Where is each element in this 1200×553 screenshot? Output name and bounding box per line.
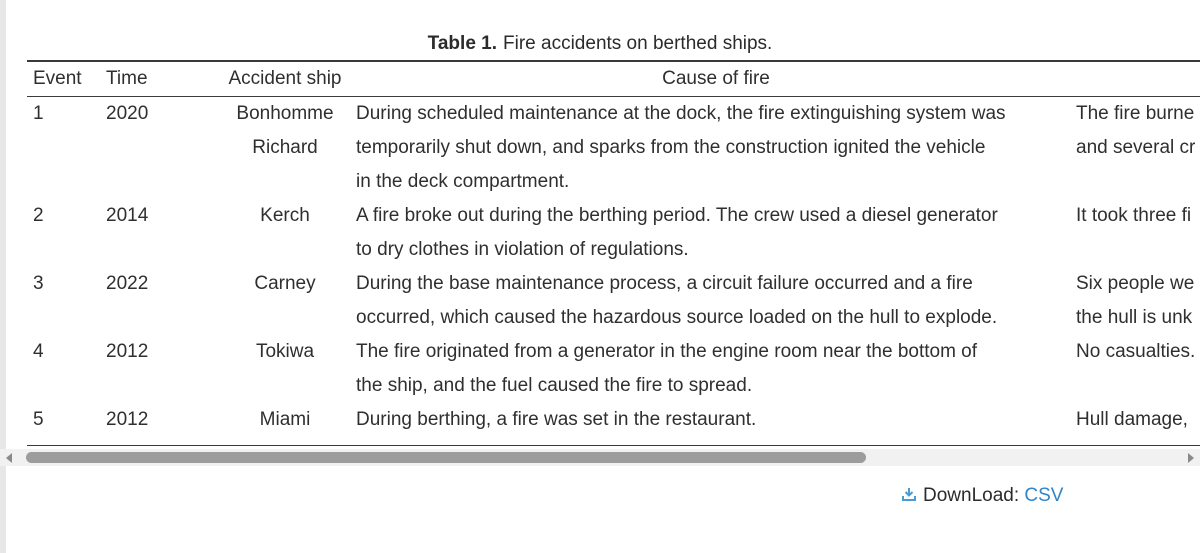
cell-cause-line: occurred, which caused the hazardous source loaded on the hull to explode.	[356, 307, 998, 328]
cell-accident-ship	[214, 199, 356, 267]
cell-consequence	[1076, 97, 1200, 200]
table-caption-label: Table 1.	[427, 33, 498, 54]
cell-consequence	[1076, 403, 1200, 437]
cell-accident-ship-line: Richard	[252, 137, 318, 158]
download-csv-link[interactable]: CSV	[1024, 485, 1064, 506]
cell-accident-ship-line: Carney	[254, 273, 316, 294]
cell-accident-ship-line: Bonhomme	[236, 103, 334, 124]
left-divider	[0, 0, 6, 553]
header-event: Event	[27, 61, 106, 97]
cell-event: 5	[33, 409, 44, 430]
header-consequence	[1076, 61, 1200, 97]
fire-accidents-table	[27, 60, 1200, 437]
table-caption	[0, 31, 1200, 57]
table-header-row	[27, 61, 1200, 97]
header-cause: Cause of fire	[356, 61, 1076, 97]
cell-cause-line: in the deck compartment.	[356, 171, 570, 192]
cell-event: 1	[33, 103, 44, 124]
table-bottom-rule	[27, 445, 1200, 446]
cell-accident-ship	[214, 97, 356, 200]
header-accident-ship: Accident ship	[214, 61, 356, 97]
table-scroll-container[interactable]	[27, 60, 1200, 446]
scrollbar-thumb[interactable]	[26, 452, 866, 463]
cell-cause-line: the ship, and the fuel caused the fire to spread.	[356, 375, 753, 396]
cell-consequence-line: Six people we	[1076, 273, 1195, 294]
table-row	[27, 199, 1200, 267]
cell-event: 4	[33, 341, 44, 362]
cell-accident-ship	[214, 403, 356, 437]
horizontal-scrollbar[interactable]	[0, 449, 1200, 466]
cell-consequence	[1076, 335, 1200, 403]
cell-cause-line: The fire originated from a generator in the engine room near the bottom of	[356, 341, 978, 362]
cell-cause	[356, 267, 1076, 335]
cell-cause-line: During the base maintenance process, a circuit failure occurred and a fire	[356, 273, 973, 294]
cell-time: 2014	[106, 205, 149, 226]
cell-cause	[356, 403, 1076, 437]
cell-cause	[356, 335, 1076, 403]
cell-cause-line: temporarily shut down, and sparks from the construction ignited the vehicle	[356, 137, 986, 158]
cell-consequence	[1076, 267, 1200, 335]
cell-consequence	[1076, 199, 1200, 267]
download-section	[901, 484, 1063, 508]
cell-cause	[356, 97, 1076, 200]
cell-cause-line: During berthing, a fire was set in the restaurant.	[356, 409, 757, 430]
cell-consequence-line: The fire burne	[1076, 103, 1195, 124]
cell-time: 2012	[106, 409, 149, 430]
cell-time: 2022	[106, 273, 149, 294]
scroll-right-arrow-icon[interactable]	[1188, 453, 1194, 463]
table-row	[27, 403, 1200, 437]
cell-cause-line: A fire broke out during the berthing period. The crew used a diesel generator	[356, 205, 998, 226]
cell-accident-ship-line: Miami	[259, 409, 311, 430]
download-icon[interactable]	[901, 485, 917, 501]
cell-time: 2012	[106, 341, 149, 362]
table-body	[27, 97, 1200, 438]
cell-accident-ship-line: Tokiwa	[255, 341, 315, 362]
cell-event: 3	[33, 273, 44, 294]
header-time: Time	[106, 61, 214, 97]
cell-time: 2020	[106, 103, 149, 124]
cell-consequence-line: Hull damage,	[1076, 409, 1188, 430]
cell-consequence-line: the hull is unk	[1076, 307, 1193, 328]
cell-cause	[356, 199, 1076, 267]
table-row	[27, 335, 1200, 403]
cell-cause-line: During scheduled maintenance at the dock, the fire extinguishing system was	[356, 103, 1006, 124]
cell-cause-line: to dry clothes in violation of regulations.	[356, 239, 689, 260]
table-row	[27, 97, 1200, 200]
download-label: DownLoad:	[923, 485, 1020, 506]
cell-event: 2	[33, 205, 44, 226]
cell-consequence-line: It took three fi	[1076, 205, 1192, 226]
cell-consequence-line: No casualties.	[1076, 341, 1196, 362]
cell-accident-ship	[214, 335, 356, 403]
cell-accident-ship-line: Kerch	[260, 205, 310, 226]
cell-accident-ship	[214, 267, 356, 335]
scroll-left-arrow-icon[interactable]	[6, 453, 12, 463]
table-row	[27, 267, 1200, 335]
cell-consequence-line: and several cr	[1076, 137, 1196, 158]
table-caption-text: Fire accidents on berthed ships.	[503, 33, 773, 54]
